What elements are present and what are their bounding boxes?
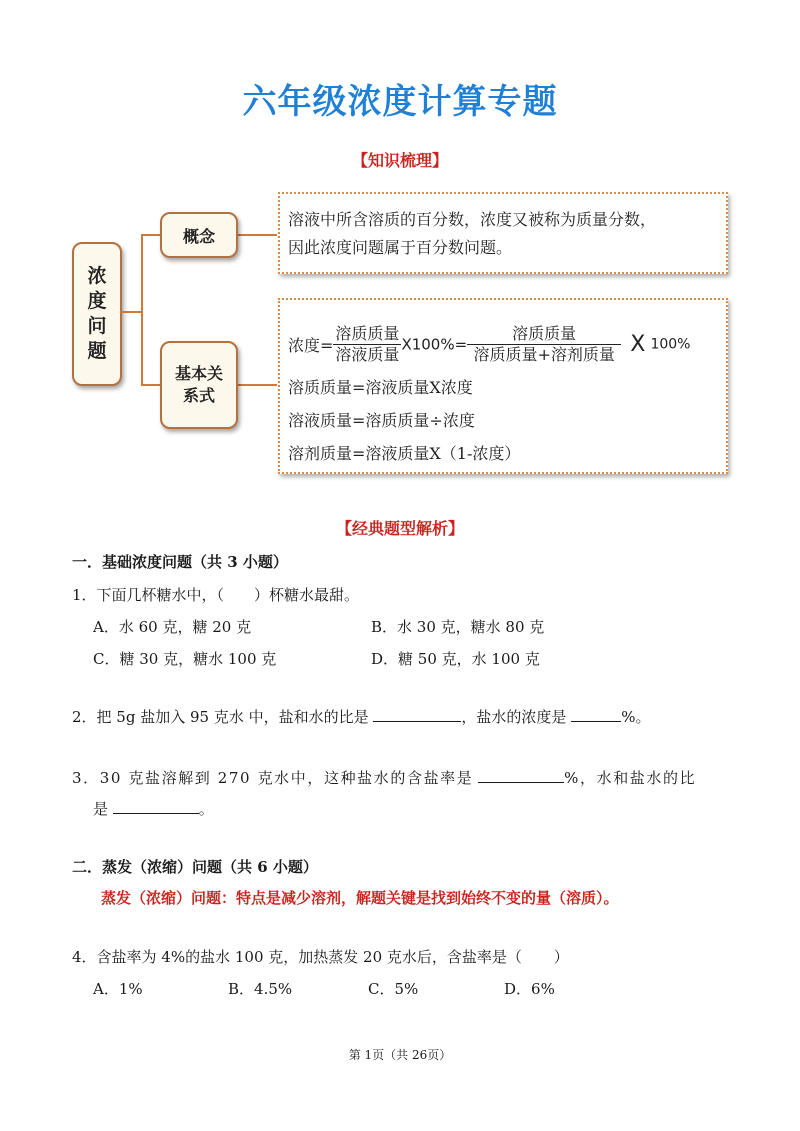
- connector: [237, 234, 277, 236]
- page-footer: 第 1页（共 26页）: [348, 1048, 452, 1062]
- question-3-text-a: 3．30 克盐溶解到 270 克水中，这种盐水的含盐率是: [72, 769, 474, 787]
- answer-blank[interactable]: [113, 813, 199, 814]
- concentration-formula: [280, 300, 726, 365]
- option-d: D．6%: [504, 980, 555, 998]
- question-3-line-2: [93, 798, 214, 819]
- option-c: C．糖 30 克，糖水 100 克: [93, 650, 277, 668]
- connector: [120, 311, 142, 313]
- connector: [141, 234, 161, 236]
- part-1-heading: 一．基础浓度问题（共 3 小题）: [72, 553, 288, 571]
- question-4-stem-b: ）: [553, 948, 569, 966]
- formula-percent: 100%: [650, 336, 691, 353]
- root-label: 浓度问题: [87, 265, 107, 362]
- question-1-stem-a: 1．下面几杯糖水中，（: [72, 586, 225, 604]
- question-2-text-c: %。: [621, 708, 651, 726]
- answer-blank[interactable]: [478, 782, 564, 783]
- option-c: C．5%: [368, 980, 419, 998]
- fraction-2-numerator: 溶质质量: [467, 324, 621, 345]
- question-4: [72, 946, 569, 967]
- page-title: 六年级浓度计算专题: [242, 82, 558, 122]
- question-3-text-b: %，水和盐水的比: [564, 769, 697, 787]
- option-a: A．1%: [93, 980, 143, 998]
- fraction-2: [467, 324, 621, 365]
- relation-line: 溶质质量=溶液质量X浓度: [288, 378, 473, 397]
- part-2-heading: 二．蒸发（浓缩）问题（共 6 小题）: [72, 858, 318, 876]
- question-2: [72, 706, 650, 727]
- question-1-stem-b: ）杯糖水最甜。: [254, 586, 360, 604]
- relation-box: [160, 341, 238, 429]
- question-3-text-c: 是: [93, 800, 109, 818]
- formula-lhs: 浓度=: [288, 336, 334, 355]
- answer-blank[interactable]: [373, 721, 461, 722]
- concept-text-line: 因此浓度问题属于百分数问题。: [288, 238, 513, 257]
- question-3: [72, 767, 696, 788]
- root-box: [72, 242, 122, 386]
- concept-text-line: 溶液中所含溶质的百分数，浓度又被称为质量分数，: [288, 210, 657, 229]
- analysis-header: 【经典题型解析】: [335, 519, 464, 538]
- option-a: A．水 60 克，糖 20 克: [93, 618, 252, 636]
- concept-box: [160, 212, 238, 258]
- fraction-1-denominator: 溶液质量: [335, 345, 400, 364]
- relation-line: 溶液质量=溶质质量÷浓度: [288, 411, 475, 430]
- question-2-text-a: 2．把 5g 盐加入 95 克水 中，盐和水的比是: [72, 708, 369, 726]
- relation-label: 基本关系式: [174, 364, 223, 405]
- connector: [141, 234, 143, 386]
- answer-blank[interactable]: [571, 721, 621, 722]
- question-3-text-d: 。: [198, 800, 214, 818]
- concept-definition-box: [278, 192, 728, 274]
- part-2-tip: 蒸发（浓缩）问题：特点是减少溶剂，解题关键是找到始终不变的量（溶质）。: [101, 889, 619, 907]
- relation-formula-box: [278, 298, 728, 474]
- formula-times-2: X: [630, 332, 646, 357]
- formula-times-1: X100%=: [401, 335, 468, 354]
- question-4-stem-a: 4．含盐率为 4%的盐水 100 克，加热蒸发 20 克水后，含盐率是（: [72, 948, 522, 966]
- fraction-2-denominator: 溶质质量+溶剂质量: [473, 345, 615, 364]
- option-b: B．水 30 克，糖水 80 克: [371, 618, 545, 636]
- connector: [237, 384, 277, 386]
- option-b: B．4.5%: [228, 980, 293, 998]
- question-2-text-b: ，盐水的浓度是: [461, 708, 567, 726]
- knowledge-header: 【知识梳理】: [351, 151, 448, 170]
- relation-line: 溶剂质量=溶液质量X（1-浓度）: [288, 444, 521, 463]
- connector: [141, 384, 161, 386]
- option-d: D．糖 50 克，水 100 克: [371, 650, 540, 668]
- fraction-1-numerator: 溶质质量: [335, 324, 400, 343]
- fraction-1: [333, 324, 401, 365]
- question-1: [72, 584, 359, 605]
- concept-label: 概念: [182, 226, 215, 246]
